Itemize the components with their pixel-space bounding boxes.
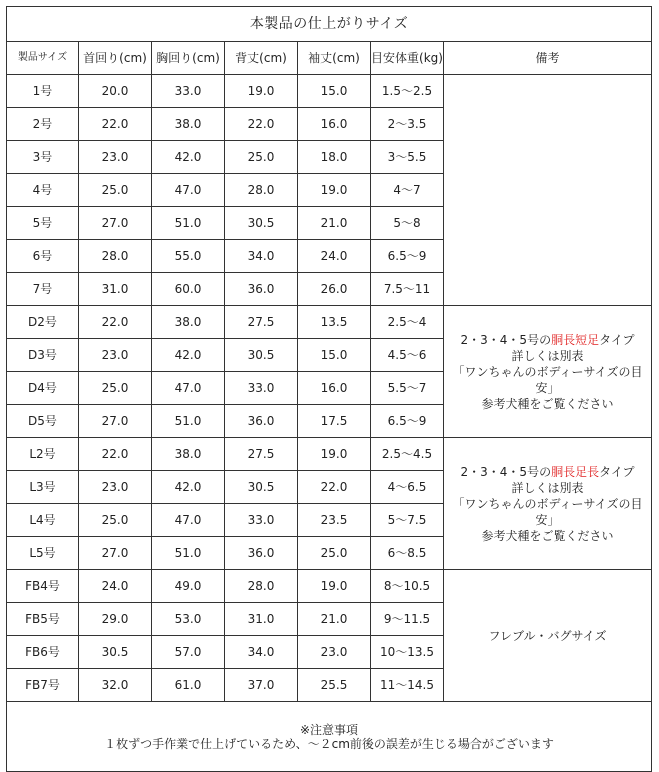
cell-neck: 20.0 [79, 75, 152, 108]
cell-size: 5号 [7, 207, 79, 240]
cell-sleeve-length: 21.0 [298, 603, 371, 636]
remarks-type-line [450, 332, 645, 348]
cell-weight: 5～7.5 [371, 504, 444, 537]
cell-weight: 5～8 [371, 207, 444, 240]
cell-weight: 7.5～11 [371, 273, 444, 306]
cell-sleeve-length: 18.0 [298, 141, 371, 174]
cell-size: L5号 [7, 537, 79, 570]
cell-size: 6号 [7, 240, 79, 273]
cell-weight: 6.5～9 [371, 405, 444, 438]
cell-weight: 4～6.5 [371, 471, 444, 504]
remarks-suffix: タイプ [599, 332, 635, 347]
cell-size: L2号 [7, 438, 79, 471]
cell-weight: 4.5～6 [371, 339, 444, 372]
cell-back-length: 31.0 [225, 603, 298, 636]
cell-neck: 27.0 [79, 405, 152, 438]
cell-neck: 29.0 [79, 603, 152, 636]
size-table [6, 6, 652, 772]
cell-chest: 47.0 [152, 372, 225, 405]
cell-back-length: 28.0 [225, 570, 298, 603]
table-row [7, 306, 652, 339]
cell-size: 7号 [7, 273, 79, 306]
table-row [7, 75, 652, 108]
cell-chest: 42.0 [152, 471, 225, 504]
cell-back-length: 34.0 [225, 636, 298, 669]
cell-sleeve-length: 24.0 [298, 240, 371, 273]
cell-sleeve-length: 26.0 [298, 273, 371, 306]
cell-chest: 49.0 [152, 570, 225, 603]
column-header-remarks: 備考 [444, 42, 652, 75]
table-body [7, 75, 652, 702]
cell-sleeve-length: 19.0 [298, 570, 371, 603]
remarks-highlight: 胴長短足 [551, 332, 600, 347]
cell-neck: 22.0 [79, 438, 152, 471]
cell-size: L3号 [7, 471, 79, 504]
cell-neck: 25.0 [79, 372, 152, 405]
cell-size: FB6号 [7, 636, 79, 669]
remarks-line: 詳しくは別表 [511, 480, 584, 495]
column-header-weight: 目安体重(kg) [371, 42, 444, 75]
cell-back-length: 33.0 [225, 504, 298, 537]
cell-neck: 31.0 [79, 273, 152, 306]
cell-back-length: 36.0 [225, 405, 298, 438]
cell-size: FB7号 [7, 669, 79, 702]
cell-size: D4号 [7, 372, 79, 405]
cell-neck: 22.0 [79, 306, 152, 339]
remarks-suffix: タイプ [599, 464, 635, 479]
remarks-line: 参考犬種をご覧ください [481, 528, 614, 543]
cell-chest: 38.0 [152, 108, 225, 141]
remarks-cell [444, 570, 652, 702]
cell-neck: 27.0 [79, 207, 152, 240]
cell-weight: 10～13.5 [371, 636, 444, 669]
cell-sleeve-length: 19.0 [298, 438, 371, 471]
cell-chest: 51.0 [152, 405, 225, 438]
size-chart [6, 6, 651, 772]
remarks-cell [444, 306, 652, 438]
cell-chest: 53.0 [152, 603, 225, 636]
cell-weight: 3～5.5 [371, 141, 444, 174]
cell-back-length: 36.0 [225, 537, 298, 570]
header-row [7, 42, 652, 75]
cell-back-length: 19.0 [225, 75, 298, 108]
cell-neck: 22.0 [79, 108, 152, 141]
cell-neck: 23.0 [79, 141, 152, 174]
cell-size: 3号 [7, 141, 79, 174]
cell-chest: 61.0 [152, 669, 225, 702]
cell-neck: 24.0 [79, 570, 152, 603]
column-header-size: 製品サイズ [7, 42, 79, 75]
remarks-line: 参考犬種をご覧ください [481, 396, 614, 411]
remarks-line: フレブル・バグサイズ [488, 628, 607, 643]
cell-neck: 23.0 [79, 471, 152, 504]
cell-sleeve-length: 16.0 [298, 372, 371, 405]
cell-weight: 4～7 [371, 174, 444, 207]
cell-sleeve-length: 19.0 [298, 174, 371, 207]
cell-chest: 60.0 [152, 273, 225, 306]
cell-sleeve-length: 15.0 [298, 339, 371, 372]
cell-back-length: 22.0 [225, 108, 298, 141]
cell-chest: 38.0 [152, 306, 225, 339]
cell-weight: 6～8.5 [371, 537, 444, 570]
cell-weight: 2.5～4.5 [371, 438, 444, 471]
cell-sleeve-length: 16.0 [298, 108, 371, 141]
cell-neck: 25.0 [79, 504, 152, 537]
cell-sleeve-length: 17.5 [298, 405, 371, 438]
cell-back-length: 36.0 [225, 273, 298, 306]
cell-neck: 30.5 [79, 636, 152, 669]
cell-chest: 55.0 [152, 240, 225, 273]
cell-sleeve-length: 13.5 [298, 306, 371, 339]
cell-chest: 42.0 [152, 339, 225, 372]
cell-back-length: 33.0 [225, 372, 298, 405]
remarks-line: 「ワンちゃんのボディーサイズの目安」 [452, 496, 643, 527]
cell-chest: 33.0 [152, 75, 225, 108]
cell-size: D2号 [7, 306, 79, 339]
cell-chest: 47.0 [152, 504, 225, 537]
notes-cell [7, 702, 652, 772]
column-header-back-length: 背丈(cm) [225, 42, 298, 75]
remarks-highlight: 胴長足長 [551, 464, 600, 479]
notes-heading: ※注意事項 [299, 722, 359, 737]
table-row [7, 438, 652, 471]
table-row [7, 570, 652, 603]
cell-neck: 25.0 [79, 174, 152, 207]
cell-sleeve-length: 22.0 [298, 471, 371, 504]
cell-weight: 5.5～7 [371, 372, 444, 405]
cell-sleeve-length: 25.0 [298, 537, 371, 570]
cell-sleeve-length: 23.5 [298, 504, 371, 537]
remarks-type-line [450, 464, 645, 480]
cell-size: FB4号 [7, 570, 79, 603]
cell-back-length: 28.0 [225, 174, 298, 207]
cell-back-length: 27.5 [225, 306, 298, 339]
cell-chest: 42.0 [152, 141, 225, 174]
remarks-cell [444, 75, 652, 306]
cell-neck: 32.0 [79, 669, 152, 702]
remarks-prefix: 2・3・4・5号の [460, 332, 552, 347]
cell-weight: 8～10.5 [371, 570, 444, 603]
remarks-line: 「ワンちゃんのボディーサイズの目安」 [452, 364, 643, 395]
cell-chest: 38.0 [152, 438, 225, 471]
cell-sleeve-length: 25.5 [298, 669, 371, 702]
cell-chest: 57.0 [152, 636, 225, 669]
column-header-sleeve-length: 袖丈(cm) [298, 42, 371, 75]
cell-neck: 27.0 [79, 537, 152, 570]
cell-weight: 6.5～9 [371, 240, 444, 273]
column-header-neck: 首回り(cm) [79, 42, 152, 75]
cell-sleeve-length: 23.0 [298, 636, 371, 669]
cell-weight: 2～3.5 [371, 108, 444, 141]
cell-size: FB5号 [7, 603, 79, 636]
cell-sleeve-length: 15.0 [298, 75, 371, 108]
cell-weight: 9～11.5 [371, 603, 444, 636]
notes-text: １枚ずつ手作業で仕上げているため、～２cm前後の誤差が生じる場合がございます [104, 736, 554, 751]
table-title: 本製品の仕上がりサイズ [7, 7, 652, 42]
cell-back-length: 34.0 [225, 240, 298, 273]
cell-neck: 28.0 [79, 240, 152, 273]
cell-back-length: 27.5 [225, 438, 298, 471]
cell-sleeve-length: 21.0 [298, 207, 371, 240]
remarks-prefix: 2・3・4・5号の [460, 464, 552, 479]
cell-size: D3号 [7, 339, 79, 372]
cell-size: D5号 [7, 405, 79, 438]
cell-size: 2号 [7, 108, 79, 141]
cell-back-length: 25.0 [225, 141, 298, 174]
cell-back-length: 37.0 [225, 669, 298, 702]
cell-size: 1号 [7, 75, 79, 108]
cell-chest: 47.0 [152, 174, 225, 207]
cell-chest: 51.0 [152, 207, 225, 240]
cell-size: L4号 [7, 504, 79, 537]
cell-weight: 2.5～4 [371, 306, 444, 339]
column-header-chest: 胸回り(cm) [152, 42, 225, 75]
cell-weight: 1.5～2.5 [371, 75, 444, 108]
remarks-cell [444, 438, 652, 570]
cell-back-length: 30.5 [225, 207, 298, 240]
remarks-line: 詳しくは別表 [511, 348, 584, 363]
cell-size: 4号 [7, 174, 79, 207]
cell-chest: 51.0 [152, 537, 225, 570]
cell-back-length: 30.5 [225, 339, 298, 372]
cell-weight: 11～14.5 [371, 669, 444, 702]
cell-back-length: 30.5 [225, 471, 298, 504]
cell-neck: 23.0 [79, 339, 152, 372]
